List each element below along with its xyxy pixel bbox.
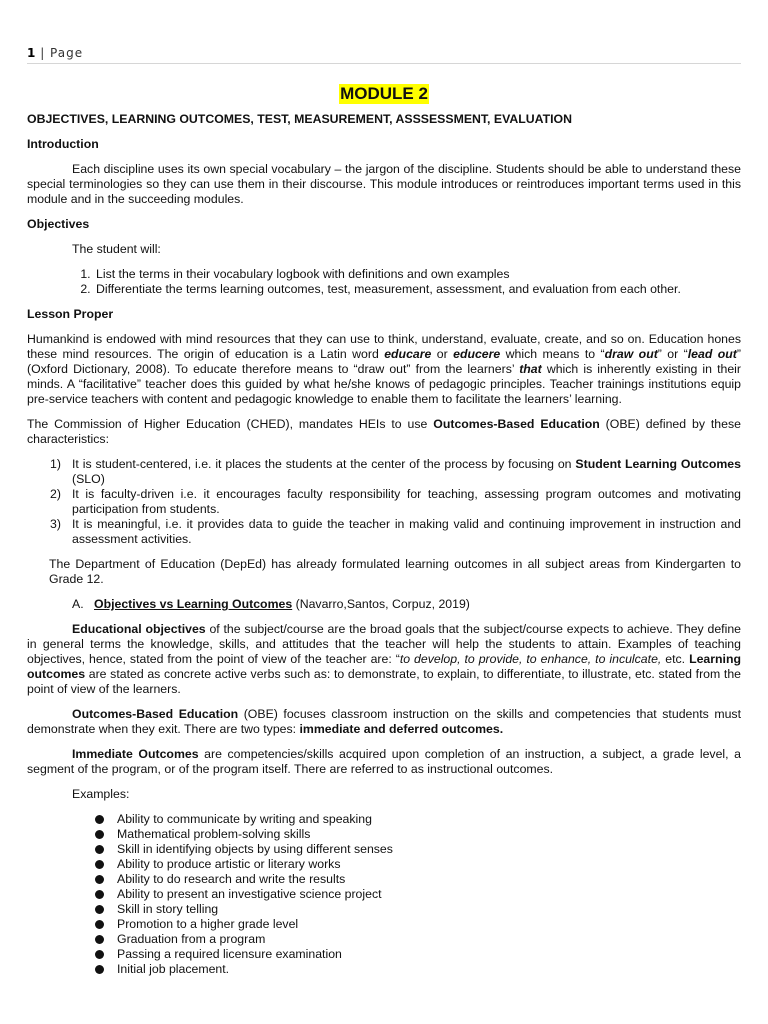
list-item-text: Promotion to a higher grade level	[117, 917, 299, 931]
text-run: It is faculty-driven i.e. it encourages faculty responsibility for teaching, assessing program outcomes and motivating participation from students.	[72, 487, 741, 516]
italic-examples: to develop, to provide, to enhance, to inculcate,	[399, 652, 662, 666]
item-number: 2)	[50, 487, 61, 501]
bullet-icon	[95, 920, 104, 929]
examples-label: Examples:	[72, 787, 130, 801]
bullet-icon	[95, 950, 104, 959]
obe-characteristics-list	[27, 457, 741, 547]
list-item	[95, 872, 741, 887]
text-run: (SLO)	[72, 472, 105, 486]
term-lead-out: lead out	[687, 347, 737, 361]
term-outcome-types: immediate and deferred outcomes.	[299, 722, 504, 736]
objectives-heading: Objectives	[27, 217, 90, 231]
bullet-icon	[95, 845, 104, 854]
bullet-icon	[95, 860, 104, 869]
term-immediate-outcomes: Immediate Outcomes	[72, 747, 199, 761]
page-label: | Page	[40, 46, 84, 60]
text-run: ” (Oxford Dictionary, 2008). To educate therefore means to “draw out” from the learners’	[27, 347, 741, 376]
list-item-text: Passing a required licensure examination	[117, 947, 342, 961]
text-run: (OBE) defined by these characteristics:	[27, 417, 741, 446]
lesson-paragraph-2	[27, 417, 741, 447]
list-item-text: Mathematical problem-solving skills	[117, 827, 311, 841]
text-run: which is inherently existing in their minds. A “facilitative” teacher does this guided by what he/she knows of pedagogic principles. Teacher trainings institutions equip pre-service teachers with content and pedagogic knowledge to enable them to facilitate the learners’ learning.	[27, 362, 742, 406]
list-item-text: Skill in story telling	[117, 902, 219, 916]
lesson-paragraph-1	[27, 332, 741, 407]
section-citation: (Navarro,Santos, Corpuz, 2019)	[292, 597, 470, 611]
bullet-icon	[95, 965, 104, 974]
text-run: Humankind is endowed with mind resources that they can use to think, understand, evaluate, create, and so on. Education hones these mind resources. The origin of education is a Latin word	[27, 332, 741, 361]
text-run: It is meaningful, i.e. it provides data to guide the teacher in making valid and continuing improvement in instruction and assessment activities.	[72, 517, 741, 546]
immediate-outcomes-paragraph	[27, 747, 741, 777]
item-number: 1)	[50, 457, 61, 471]
page-header	[27, 46, 741, 64]
introduction-text: Each discipline uses its own special vocabulary – the jargon of the discipline. Students should be able to understand these special terminologies so they can use them in their discourse. This module introduces or reintroduces important terms used in this module and in the succeeding modules.	[27, 162, 741, 206]
section-title: Objectives vs Learning Outcomes	[94, 597, 293, 611]
list-item	[95, 842, 741, 857]
list-item-text: Ability to do research and write the results	[117, 872, 346, 886]
document-body	[27, 84, 741, 977]
bullet-icon	[95, 905, 104, 914]
term-educare: educare	[384, 347, 432, 361]
lesson-heading: Lesson Proper	[27, 307, 114, 321]
text-run: (OBE) focuses classroom instruction on the skills and competencies that students must demonstrate when they exit. There are two types:	[27, 707, 741, 736]
list-item	[95, 857, 741, 872]
title-wrap	[27, 84, 741, 104]
obe-paragraph	[27, 707, 741, 737]
objective-item: 1. List the terms in their vocabulary logbook with definitions and own examples	[94, 267, 741, 282]
bullet-icon	[95, 875, 104, 884]
term-obe: Outcomes-Based Education	[72, 707, 239, 721]
characteristic-item	[50, 457, 741, 487]
section-letter: A.	[72, 597, 84, 611]
text-run: are competencies/skills acquired upon completion of an instruction, a subject, a grade level, a segment of the program, or of the program itself. There are referred to as instructional outcomes.	[27, 747, 741, 776]
term-that: that	[519, 362, 542, 376]
list-item	[95, 932, 741, 947]
item-number: 3)	[50, 517, 61, 531]
term-obe: Outcomes-Based Education	[433, 417, 600, 431]
bullet-icon	[95, 890, 104, 899]
text-run: or	[431, 347, 454, 361]
text-run: ” or “	[657, 347, 688, 361]
term-draw-out: draw out	[604, 347, 658, 361]
list-item-text: Ability to communicate by writing and speaking	[117, 812, 372, 826]
educational-objectives-paragraph	[27, 622, 741, 697]
introduction-heading: Introduction	[27, 137, 99, 151]
characteristic-item	[50, 517, 741, 547]
list-item	[95, 947, 741, 962]
module-title: MODULE 2	[340, 84, 428, 103]
text-run: It is student-centered, i.e. it places the students at the center of the process by focusing on	[72, 457, 576, 471]
bullet-icon	[95, 830, 104, 839]
term-slo: Student Learning Outcomes	[575, 457, 741, 471]
bullet-icon	[95, 815, 104, 824]
list-item	[95, 917, 741, 932]
section-a-heading	[27, 597, 741, 612]
list-item-text: Initial job placement.	[117, 962, 230, 976]
text-run: of the subject/course are the broad goals that the subject/course expects to achieve. They define in general terms the knowledge, skills, and attitudes that the teacher will help the students to attain. Examples of teaching objectives, hence, stated from the point of view of the teacher are: “	[27, 622, 742, 666]
examples-list	[27, 812, 741, 977]
list-item	[95, 827, 741, 842]
text-run: which means to “	[500, 347, 605, 361]
characteristic-item	[50, 487, 741, 517]
page-number: 1	[27, 46, 36, 60]
list-item-text: Graduation from a program	[117, 932, 266, 946]
text-run: etc.	[661, 652, 690, 666]
deped-paragraph: The Department of Education (DepEd) has already formulated learning outcomes in all subject areas from Kindergarten to Grade 12.	[49, 557, 741, 586]
text-run: The Commission of Higher Education (CHED), mandates HEIs to use	[27, 417, 434, 431]
objectives-lead: The student will:	[72, 242, 161, 256]
list-item	[95, 902, 741, 917]
objective-item: 2. Differentiate the terms learning outcomes, test, measurement, assessment, and evaluation from each other.	[94, 282, 741, 297]
list-item	[95, 887, 741, 902]
list-item	[95, 962, 741, 977]
list-item	[95, 812, 741, 827]
text-run: are stated as concrete active verbs such as: to demonstrate, to explain, to differentiate, to illustrate, etc. stated from the point of view of the learners.	[27, 667, 741, 696]
objectives-list	[27, 267, 741, 297]
list-item-text: Ability to produce artistic or literary works	[117, 857, 341, 871]
list-item-text: Skill in identifying objects by using different senses	[117, 842, 393, 856]
bullet-icon	[95, 935, 104, 944]
term-learning-outcomes: Learning outcomes	[27, 652, 741, 681]
term-educere: educere	[453, 347, 501, 361]
list-item-text: Ability to present an investigative science project	[117, 887, 382, 901]
module-subtitle: OBJECTIVES, LEARNING OUTCOMES, TEST, MEASUREMENT, ASSSESSMENT, EVALUATION	[27, 112, 572, 126]
term-educational-objectives: Educational objectives	[72, 622, 206, 636]
